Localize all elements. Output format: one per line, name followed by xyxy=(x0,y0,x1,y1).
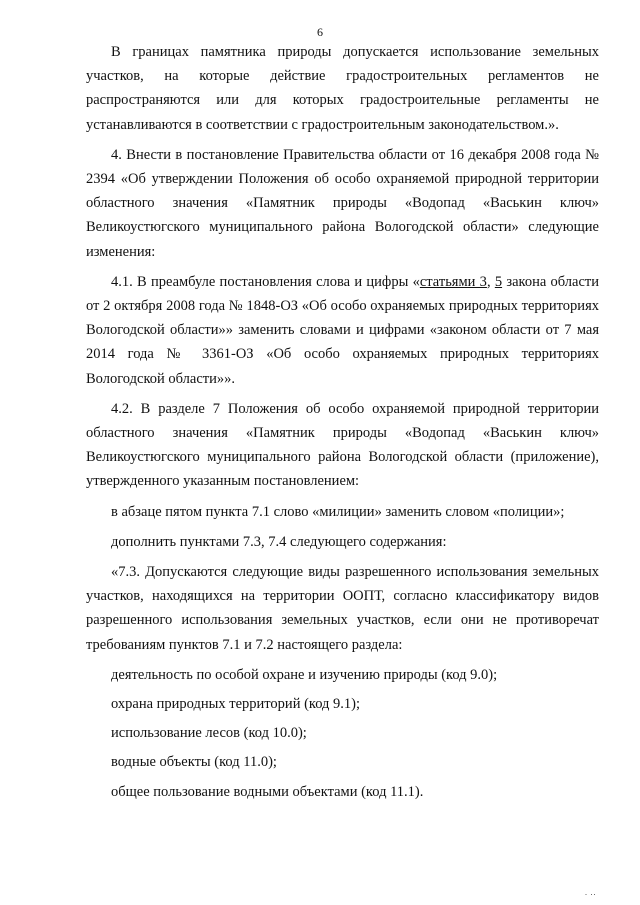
paragraph-text: , xyxy=(486,273,495,290)
paragraph: в абзаце пятом пункта 7.1 слово «милиции» заменить словом «полиции»; xyxy=(111,503,565,520)
paragraph-text: закона области от 2 октября 2008 года № 1848-ОЗ «Об особо охраняемых природных территориях Вологодской области»» заменить словами и цифрами «законом области от 7 мая 2014 года № 3361-ОЗ «Об особо охраняемых природных территориях Вологодской области»». xyxy=(86,273,599,387)
paragraph: 4.2. В разделе 7 Положения об особо охраняемой природной территории областного значения «Памятник природы «Водопад «Васькин ключ» Великоустюгского муниципального района Вологодской области (приложение), утвержденного указанным постановлением: xyxy=(86,400,599,490)
corner-mark: · ·· xyxy=(584,889,596,899)
list-item: общее пользование водными объектами (код 11.1). xyxy=(111,783,424,800)
paragraph: 4. Внести в постановление Правительства области от 16 декабря 2008 года № 2394 «Об утверждении Положения об особо охраняемой природной территории областного значения «Памятник природы «Водопад «Васькин ключ» Великоустюгского муниципального района Вологодской области» следующие изменения: xyxy=(86,146,599,260)
law-reference-link[interactable]: 5 xyxy=(494,273,503,290)
paragraph: «7.3. Допускаются следующие виды разрешенного использования земельных участков, находящихся на территории ООПТ, согласно классификатору видов разрешенного использования земельных участков, если они не противоречат требованиям пунктов 7.1 и 7.2 настоящего раздела: xyxy=(86,564,599,653)
paragraph-text: 4.1. В преамбуле постановления слова и цифры « xyxy=(111,273,420,290)
list-item: деятельность по особой охране и изучению природы (код 9.0); xyxy=(111,666,498,683)
list-item: использование лесов (код 10.0); xyxy=(111,725,307,742)
list-item: охрана природных территорий (код 9.1); xyxy=(111,696,361,713)
law-reference-link[interactable]: статьями 3 xyxy=(419,273,487,290)
document-body xyxy=(86,40,599,809)
list-item: водные объекты (код 11.0); xyxy=(111,754,277,771)
page-number: 6 xyxy=(317,25,323,39)
paragraph: В границах памятника природы допускается использование земельных участков, на которые действие градостроительных регламентов не распространяются или для которых градостроительные регламенты не устанавливаются в соответствии с градостроительным законодательством.». xyxy=(86,44,599,133)
paragraph: дополнить пунктами 7.3, 7.4 следующего содержания: xyxy=(111,533,447,550)
paragraph xyxy=(86,270,599,391)
